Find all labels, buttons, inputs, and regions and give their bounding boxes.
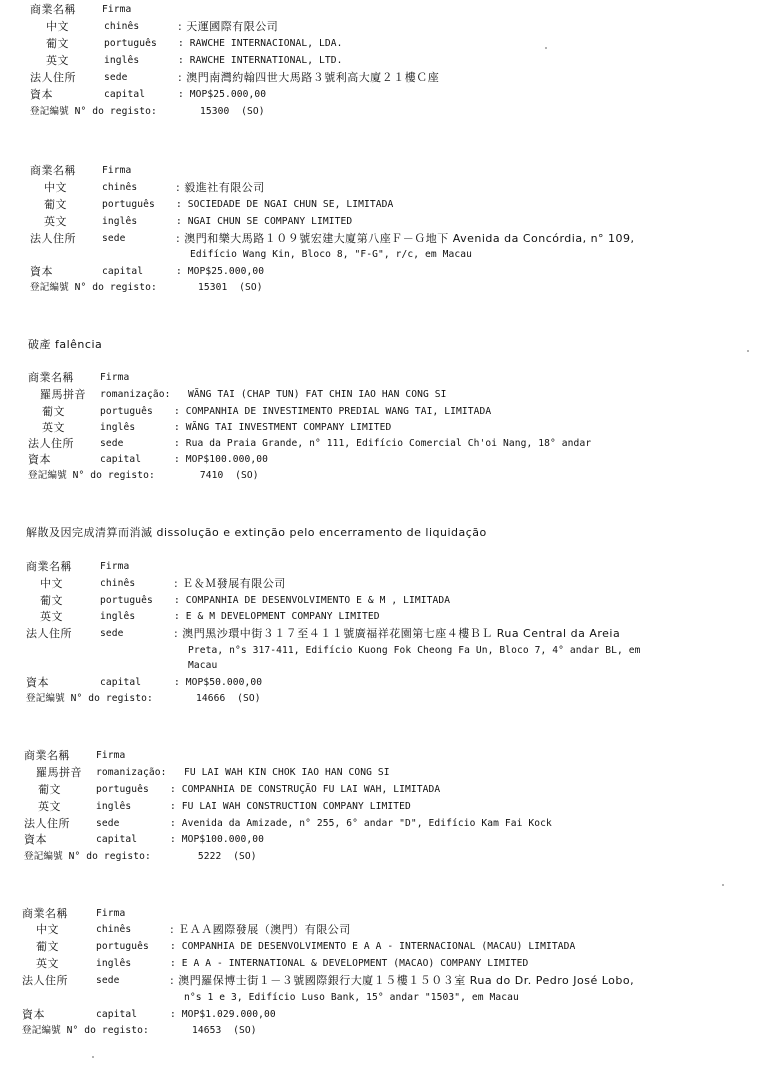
scan-speck <box>545 47 547 49</box>
scan-speck <box>747 350 749 352</box>
gazette-page: 商業名稱 Firma 中文 chinês : 天運國際有限公司 葡文 português : RAWCHE INTERNACIONAL, LDA. 英文 inglês : RAWCHE INTERNATIONAL, LTD. 法人住所 sede : 澳門南灣約翰四世大馬路３號利高大廈２１樓Ｃ座 資本 capital : MOP$25.000,00 登記編號 N° do registo: 15300 (SO) 商業名稱 Firma 中文 chinês : 毅進社有限公司 葡文 português : SOCIEDADE DE NGAI CHUN SE, LIMITADA 英文 inglês : NGAI CHUN SE COMPANY LIMITED 法人住所 sede : 澳門和樂大馬路１０９號宏建大廈第八座Ｆ－Ｇ地下 Avenida da Concórdia, n° 109, Edifício Wang Kin, Bloco 8, "F-G", r/c, em Macau 資本 capital : MOP$25.000,00 登記編號 N° do registo: 15301 (SO) 破產 falência 商業名稱 Firma 羅馬拼音 romanização: WÃNG TAI (CHAP TUN) FAT CHIN IAO HAN CONG SI 葡文 português : COMPANHIA DE INVESTIMENTO PREDIAL WANG TAI, LIMITADA 英文 inglês : WÃNG TAI INVESTMENT COMPANY LIMITED 法人住所 sede : Rua da Praia Grande, n° 111, Edifício Comercial Ch'oi Nang, 18° andar 資本 capital : MOP$100.000,00 登記編號 N° do registo: 7410 (SO) 解散及因完成清算而消滅 dissolução e extinção pelo encerramento de liquidação 商業名稱 Firma 中文 chinês : Ｅ＆Ｍ發展有限公司 葡文 português : COMPANHIA DE DESENVOLVIMENTO E & M , LIMITADA 英文 inglês : E & M DEVELOPMENT COMPANY LIMITED 法人住所 sede : 澳門黑沙環中街３１７至４１１號廣福祥花園第七座４樓ＢＬ Rua Central da Areia Preta, n°s 317-411, Edifício Kuong Fok Cheong Fa Un, Bloco 7, 4° andar BL, em Macau 資本 capital : MOP$50.000,00 登記編號 N° do registo: 14666 (SO) 商業名稱 Firma 羅馬拼音 romanização: FU LAI WAH KIN CHOK IAO HAN CONG SI 葡文 português : COMPANHIA DE CONSTRUÇÃO FU LAI WAH, LIMITADA 英文 inglês : FU LAI WAH CONSTRUCTION COMPANY LIMITED 法人住所 sede : Avenida da Amizade, n° 255, 6° andar "D", Edifício Kam Fai Kock 資本 capital : MOP$100.000,00 登記編號 N° do registo: 5222 (SO) 商業名稱 Firma 中文 chinês : ＥＡＡ國際發展（澳門）有限公司 葡文 português : COMPANHIA DE DESENVOLVIMENTO E A A - INTERNACIONAL (MACAU) LIMITADA 英文 inglês : E A A - INTERNATIONAL & DEVELOPMENT (MACAO) COMPANY LIMITED 法人住所 sede : 澳門羅保博士街１－３號國際銀行大廈１５樓１５０３室 Rua do Dr. Pedro José Lobo, n°s 1 e 3, Edifício Luso Bank, 15° andar "1503", em Macau 資本 capital : MOP$1.029.000,00 登記編號 N° do registo: 14653 (SO) <box>0 0 758 1075</box>
scan-speck <box>722 884 724 886</box>
section-heading-dissolucao: 解散及因完成清算而消滅 dissolução e extinção pelo encerramento de liquidação <box>26 526 487 539</box>
section-heading-falencia: 破產 falência <box>28 338 103 351</box>
scan-speck <box>92 1056 94 1058</box>
